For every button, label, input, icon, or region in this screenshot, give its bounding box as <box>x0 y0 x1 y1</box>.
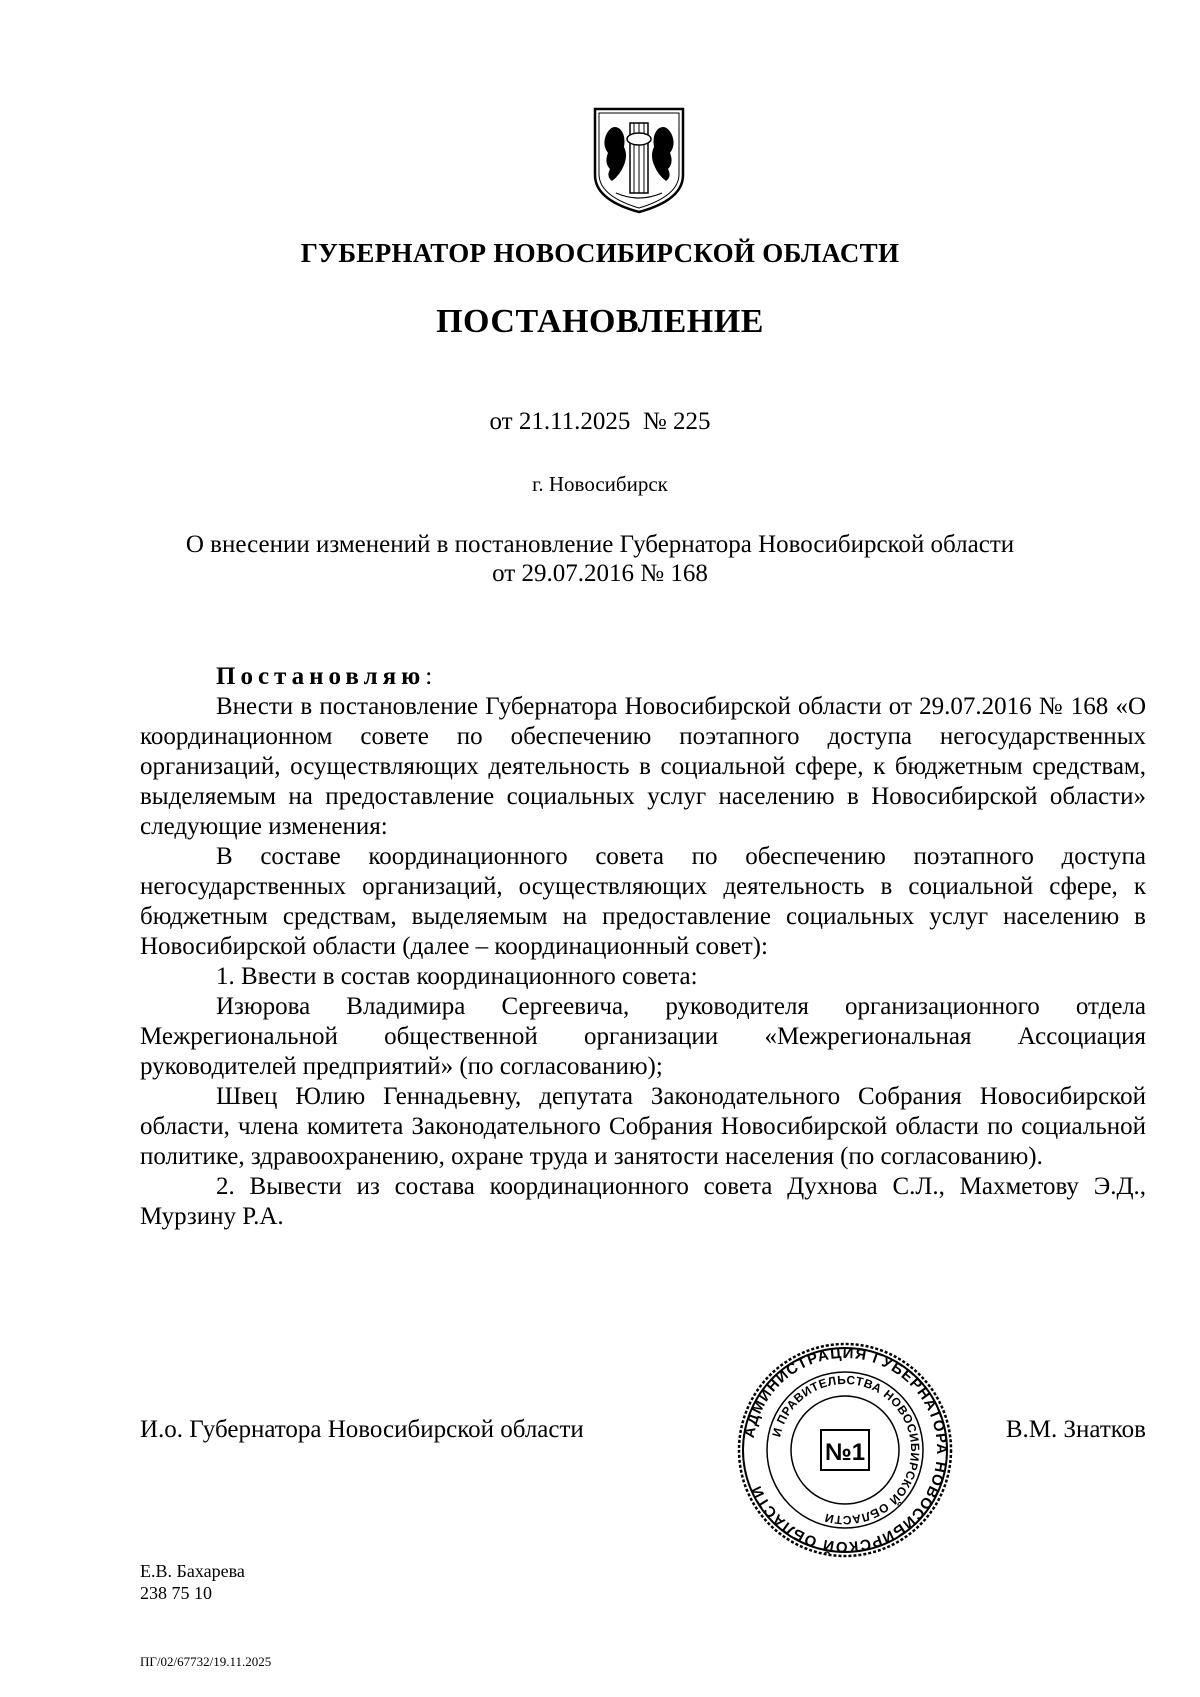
issuing-authority: ГУБЕРНАТОР НОВОСИБИРСКОЙ ОБЛАСТИ <box>300 238 900 268</box>
executor-block <box>140 1560 245 1604</box>
coat-of-arms-icon <box>590 105 688 215</box>
decree-word: Постановляю <box>216 663 426 690</box>
signatory-name: В.М. Знатков <box>1005 1416 1146 1443</box>
seal-outer-text: АДМИНИСТРАЦИЯ ГУБЕРНАТОРА НОВОСИБИРСКОЙ ОБЛАСТИ <box>740 1344 951 1556</box>
executor-phone: 238 75 10 <box>140 1583 212 1603</box>
document-type-title: ПОСТАНОВЛЕНИЕ <box>436 303 764 340</box>
body-paragraph: В составе координационного совета по обеспечению поэтапного доступа негосударственных организаций, осуществляющих деятельность в социальной сфере, к бюджетным средствам, выделяемым на предоставление социальных услуг населению в Новосибирской области (далее – координационный совет): <box>140 843 1146 960</box>
body-paragraph: 1. Ввести в состав координационного совета: <box>216 963 698 990</box>
signatory-title: И.о. Губернатора Новосибирской области <box>140 1416 584 1443</box>
body-paragraph: 2. Вывести из состава координационного совета Духнова С.Л., Махметову Э.Д., Мурзину Р.А. <box>140 1173 1146 1230</box>
subject-line-2: от 29.07.2016 № 168 <box>492 560 708 587</box>
subject-line-1: О внесении изменений в постановление Губернатора Новосибирской области <box>185 531 1015 558</box>
document-date-number: от 21.11.2025 № 225 <box>489 408 711 435</box>
decree-colon: : <box>425 663 433 690</box>
document-place: г. Новосибирск <box>532 472 668 496</box>
seal-number: №1 <box>824 1439 866 1466</box>
body-paragraph: Внести в постановление Губернатора Новосибирской области от 29.07.2016 № 168 «О координационном совете по обеспечению поэтапного доступа негосударственных организаций, осуществляющих деятельность в социальной сфере, к бюджетным средствам, выделяемым на предоставление социальных услуг населению в Новосибирской области» следующие изменения: <box>140 693 1146 840</box>
body-paragraph: Изюрова Владимира Сергеевича, руководителя организационного отдела Межрегиональной общественной организации «Межрегиональная Ассоциация руководителей предприятий» (по согласованию); <box>140 993 1146 1080</box>
official-seal-stamp <box>735 1340 955 1560</box>
body-paragraph: Швец Юлию Геннадьевну, депутата Законодательного Собрания Новосибирской области, члена комитета Законодательного Собрания Новосибирской области по социальной политике, здравоохранению, охране труда и занятости населения (по согласованию). <box>140 1083 1146 1170</box>
document-subject <box>0 530 1200 588</box>
document-body <box>140 662 1146 1232</box>
document-registration-code: ПГ/02/67732/19.11.2025 <box>140 1654 272 1669</box>
executor-name: Е.В. Бахарева <box>140 1561 245 1581</box>
decree-heading <box>140 662 1146 692</box>
seal-inner-text: И ПРАВИТЕЛЬСТВА НОВОСИБИРСКОЙ ОБЛАСТИ <box>769 1372 923 1528</box>
